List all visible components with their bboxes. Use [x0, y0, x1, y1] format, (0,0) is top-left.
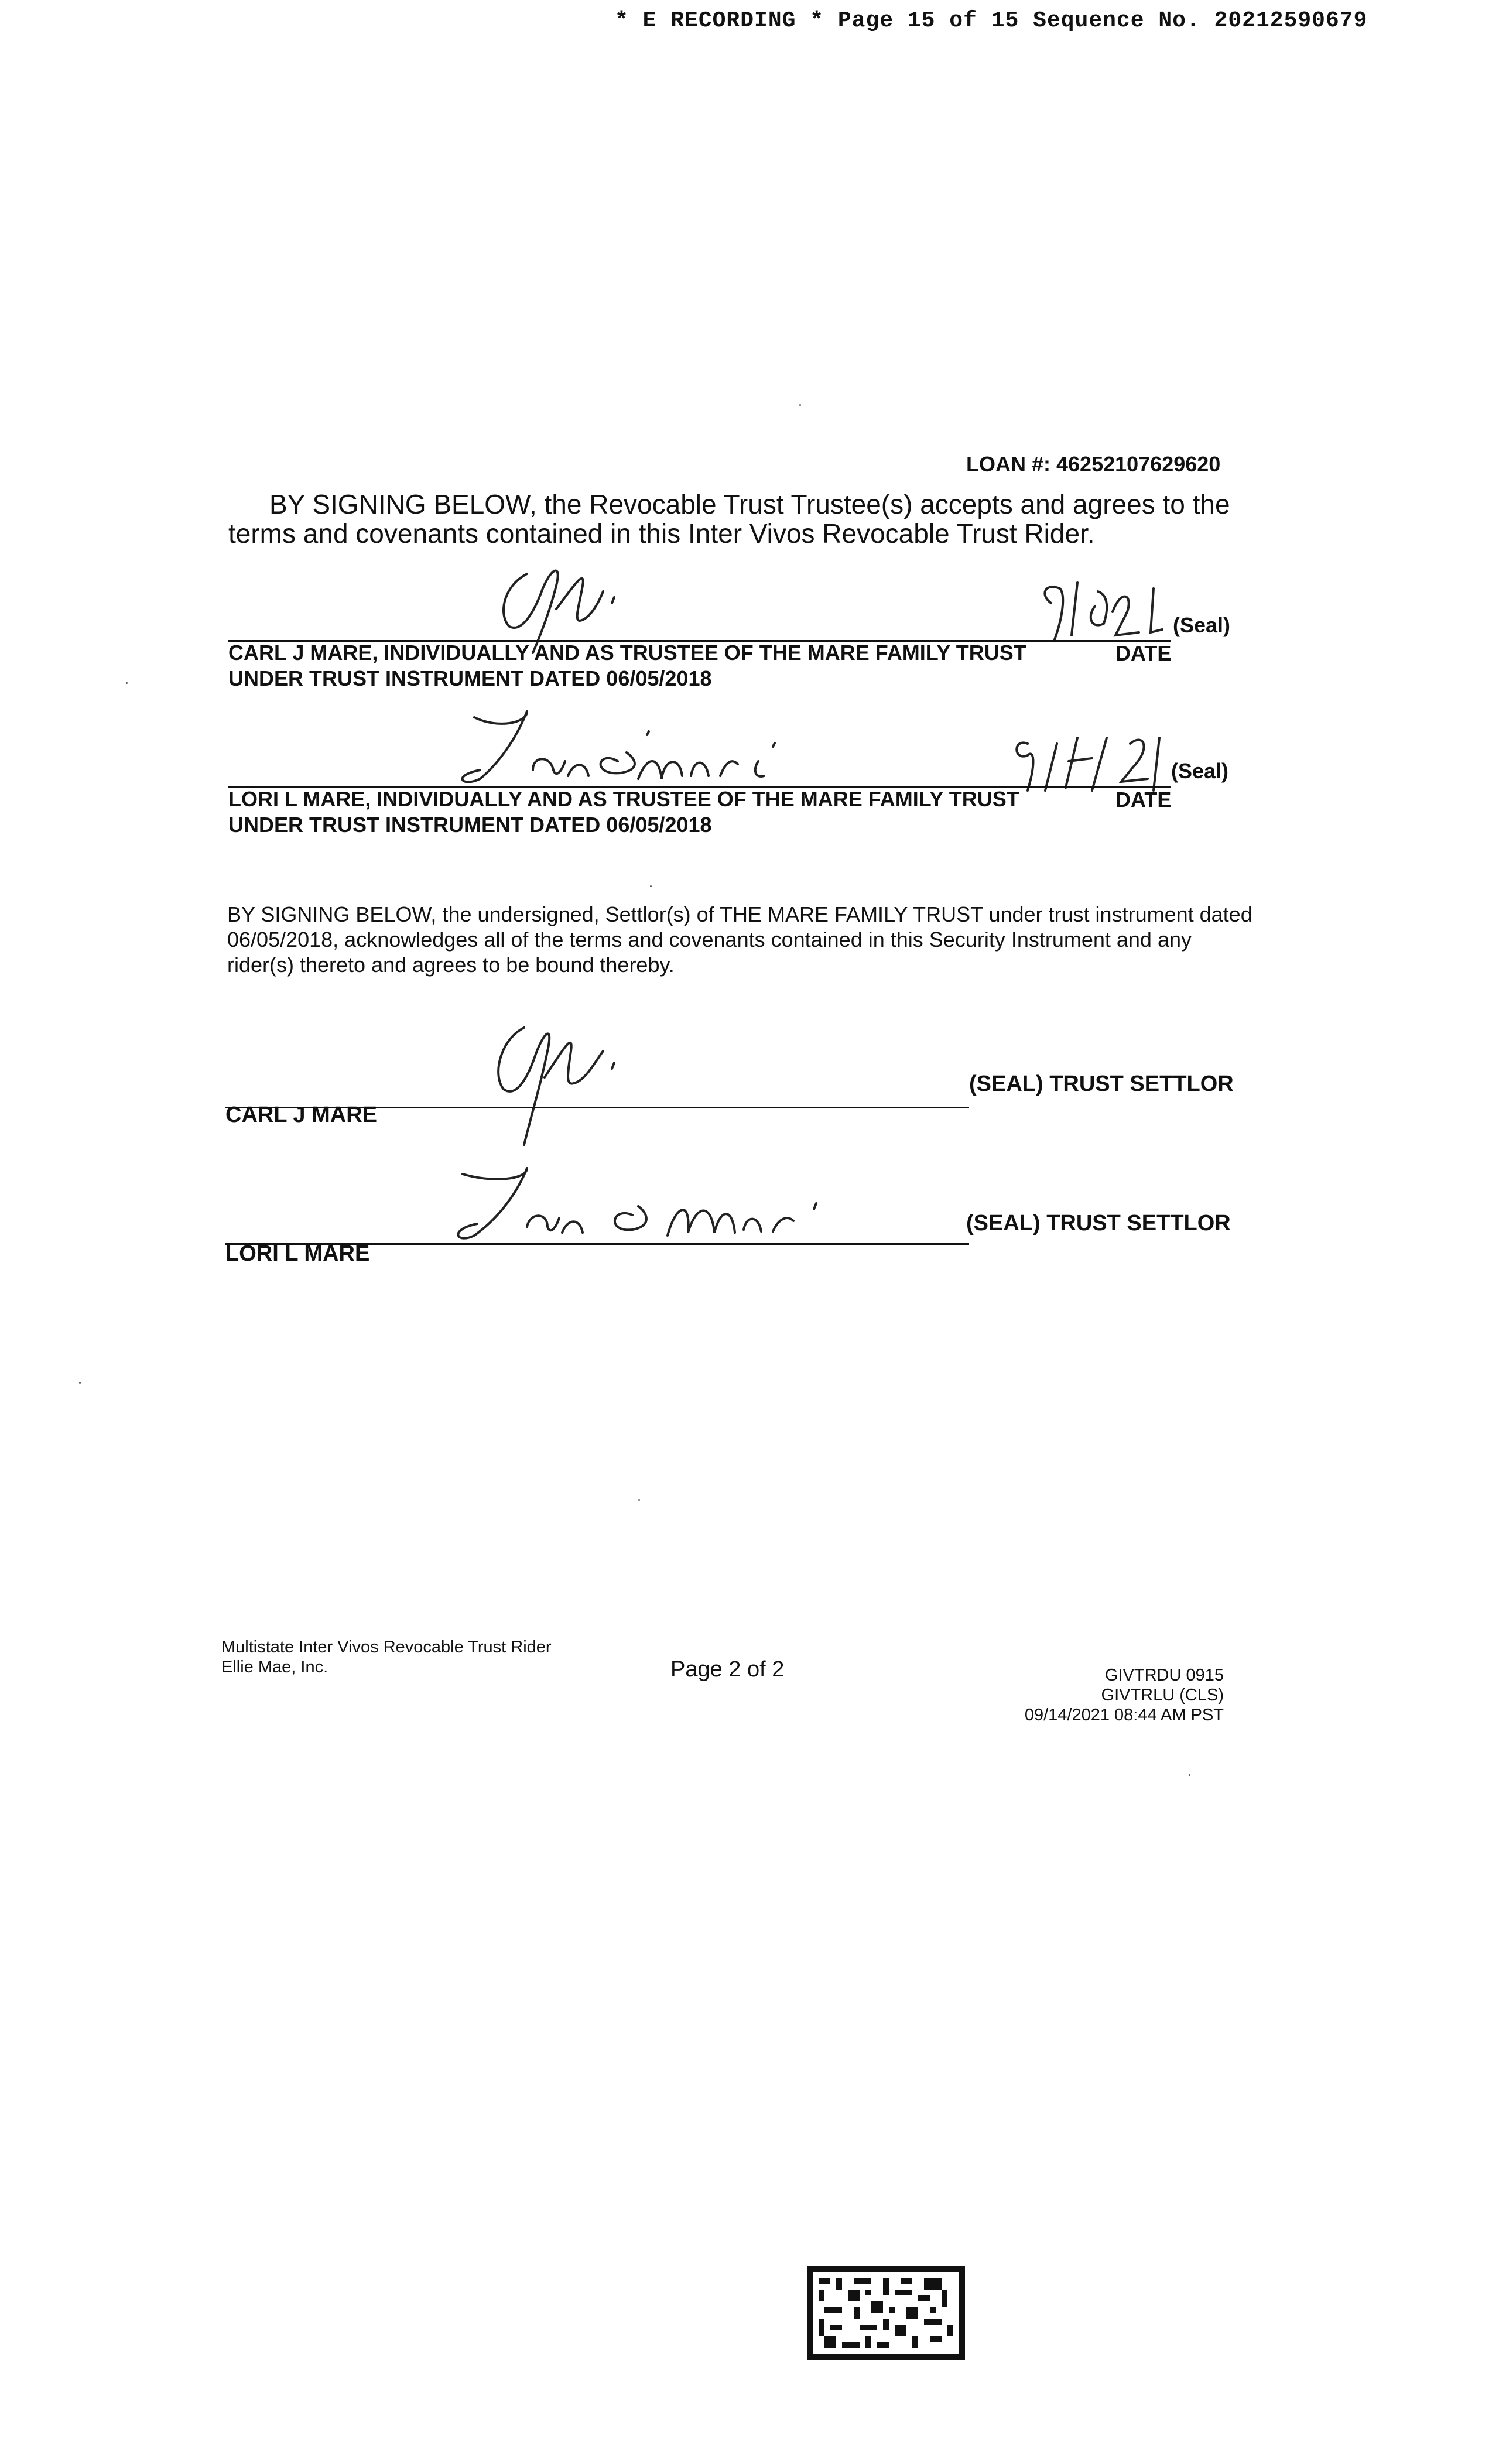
trustee-intro [228, 490, 1241, 548]
carl-trustee-name: CARL J MARE, INDIVIDUALLY AND AS TRUSTEE OF THE MARE FAMILY TRUST [228, 641, 1026, 665]
trustee-intro-text: BY SIGNING BELOW, the Revocable Trust Trustee(s) accepts and agrees to the terms and covenants contained in this Inter Vivos Revocable Trust Rider. [228, 489, 1230, 549]
loan-number: LOAN #: 46252107629620 [966, 452, 1221, 476]
recording-stamp: * E RECORDING * Page 15 of 15 Sequence No. 20212590679 [615, 8, 1368, 33]
carl-settlor-seal-label: (SEAL) TRUST SETTLOR [969, 1072, 1234, 1096]
footer-form-code-2: GIVTRLU (CLS) [1101, 1686, 1224, 1705]
carl-trustee-seal: (Seal) [1173, 613, 1231, 637]
scan-speck [799, 404, 801, 406]
footer-vendor: Ellie Mae, Inc. [221, 1658, 328, 1676]
footer-form-title: Multistate Inter Vivos Revocable Trust Rider [221, 1638, 552, 1657]
carl-trustee-date-label: DATE [1115, 641, 1172, 665]
lori-settlor-name: LORI L MARE [225, 1241, 370, 1266]
scan-speck [79, 1382, 81, 1384]
carl-settlor-name: CARL J MARE [225, 1103, 377, 1127]
carl-trustee-name-line2: UNDER TRUST INSTRUMENT DATED 06/05/2018 [228, 666, 712, 690]
recording-barcode [807, 2266, 965, 2360]
lori-settlor-signature [439, 1162, 837, 1250]
footer-form-code: GIVTRDU 0915 [1104, 1666, 1224, 1685]
footer-form-codes [1013, 1665, 1224, 1725]
footer-timestamp: 09/14/2021 08:44 AM PST [1024, 1706, 1224, 1724]
lori-trustee-date-label: DATE [1115, 788, 1172, 812]
lori-trustee-name-line2: UNDER TRUST INSTRUMENT DATED 06/05/2018 [228, 813, 712, 837]
scan-speck [638, 1499, 640, 1501]
lori-settlor-seal-label: (SEAL) TRUST SETTLOR [966, 1211, 1231, 1236]
lori-trustee-name: LORI L MARE, INDIVIDUALLY AND AS TRUSTEE OF THE MARE FAMILY TRUST [228, 787, 1019, 811]
settlor-intro: BY SIGNING BELOW, the undersigned, Settlor(s) of THE MARE FAMILY TRUST under trust instrument dated 06/05/2018, acknowledges all of the terms and covenants contained in this Security Instrument and any rider(s) thereto and agrees to be bound thereby. [227, 902, 1252, 977]
lori-trustee-handwritten-date [1010, 726, 1174, 796]
footer-form-info [221, 1637, 552, 1677]
lori-trustee-signature [445, 706, 796, 793]
scan-speck [650, 885, 652, 887]
footer-page-number: Page 2 of 2 [670, 1657, 785, 1682]
scan-speck [126, 682, 128, 684]
lori-trustee-seal: (Seal) [1171, 759, 1229, 783]
carl-settlor-signature [480, 1016, 656, 1151]
scan-speck [1189, 1774, 1190, 1776]
